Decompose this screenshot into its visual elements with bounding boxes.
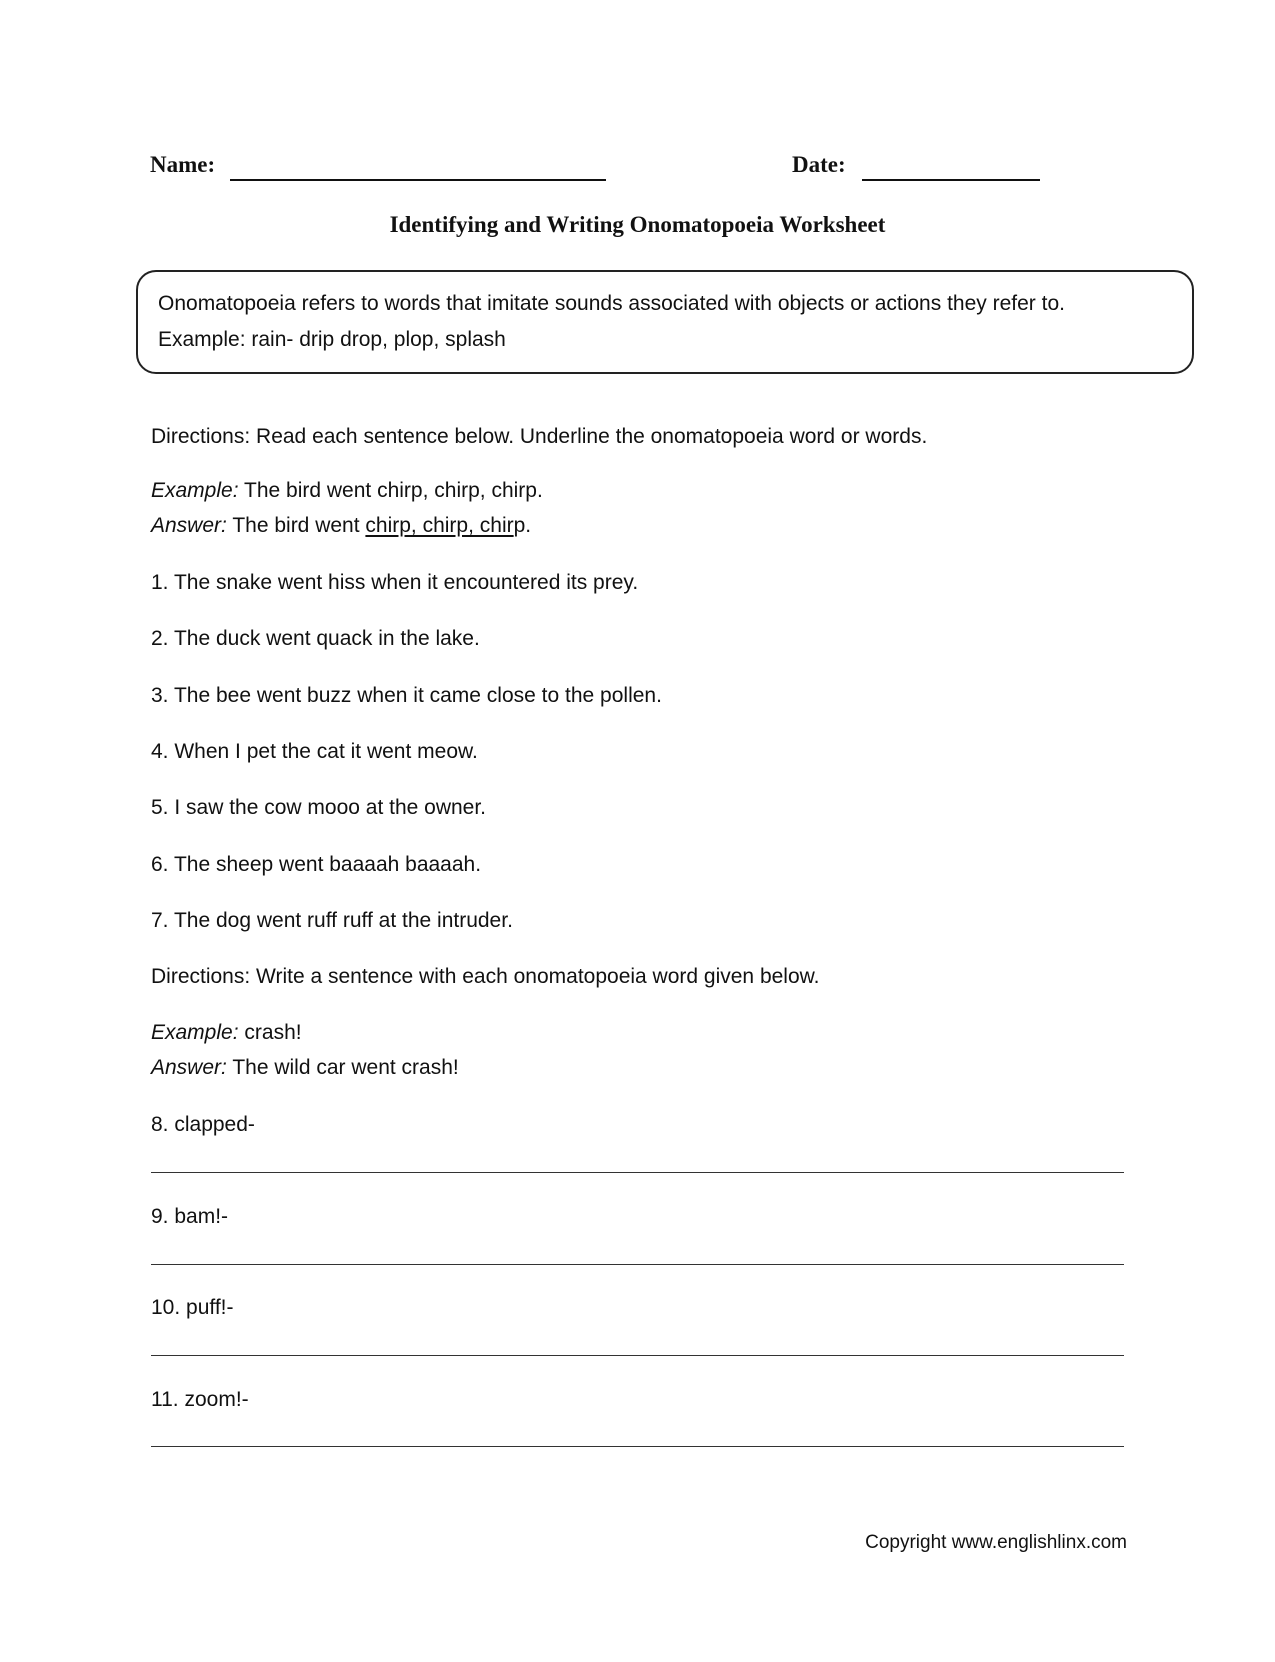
example-text: The bird went chirp, chirp, chirp.: [244, 479, 543, 502]
answer-label: Answer:: [151, 514, 227, 537]
question-4: 4. When I pet the cat it went meow.: [151, 740, 478, 763]
answer-label: Answer:: [151, 1056, 227, 1079]
copyright-text: Copyright www.englishlinx.com: [865, 1532, 1127, 1553]
answer-line-10[interactable]: [151, 1355, 1124, 1356]
question-1: 1. The snake went hiss when it encountered its prey.: [151, 571, 639, 594]
header-row: [150, 152, 1050, 188]
answer-line-8[interactable]: [151, 1172, 1124, 1173]
question-2: 2. The duck went quack in the lake.: [151, 627, 480, 650]
date-label: Date:: [792, 152, 846, 177]
definition-box: [136, 270, 1194, 374]
part2-answer: [151, 1056, 459, 1080]
answer-line-11[interactable]: [151, 1446, 1124, 1447]
part1-example: [151, 479, 543, 503]
name-blank[interactable]: [230, 179, 606, 181]
question-11: 11. zoom!-: [151, 1388, 249, 1411]
answer-text-pre: The bird went: [232, 514, 366, 537]
example-label: Example:: [151, 1021, 239, 1044]
part2-directions: Directions: Write a sentence with each onomatopoeia word given below.: [151, 965, 820, 988]
question-10: 10. puff!-: [151, 1296, 234, 1319]
date-blank[interactable]: [862, 179, 1040, 181]
question-8: 8. clapped-: [151, 1113, 255, 1136]
answer-line-9[interactable]: [151, 1264, 1124, 1265]
part1-answer: [151, 514, 531, 538]
part1-directions: Directions: Read each sentence below. Underline the onomatopoeia word or words.: [151, 425, 928, 448]
answer-underlined-text: chirp, chirp, chir: [365, 514, 514, 537]
name-label: Name:: [150, 152, 216, 177]
question-7: 7. The dog went ruff ruff at the intruder.: [151, 909, 513, 932]
definition-example: Example: rain- drip drop, plop, splash: [158, 328, 506, 351]
example-label: Example:: [151, 479, 239, 502]
question-3: 3. The bee went buzz when it came close to the pollen.: [151, 684, 662, 707]
worksheet-title: Identifying and Writing Onomatopoeia Worksheet: [389, 212, 886, 237]
question-9: 9. bam!-: [151, 1205, 229, 1228]
definition-text: Onomatopoeia refers to words that imitate sounds associated with objects or actions they refer to.: [158, 292, 1065, 315]
question-6: 6. The sheep went baaaah baaaah.: [151, 853, 482, 876]
question-5: 5. I saw the cow mooo at the owner.: [151, 796, 487, 819]
answer-text-post: p.: [513, 514, 532, 537]
answer-text: The wild car went crash!: [232, 1056, 459, 1079]
part2-example: [151, 1021, 302, 1045]
example-text: crash!: [244, 1021, 302, 1044]
